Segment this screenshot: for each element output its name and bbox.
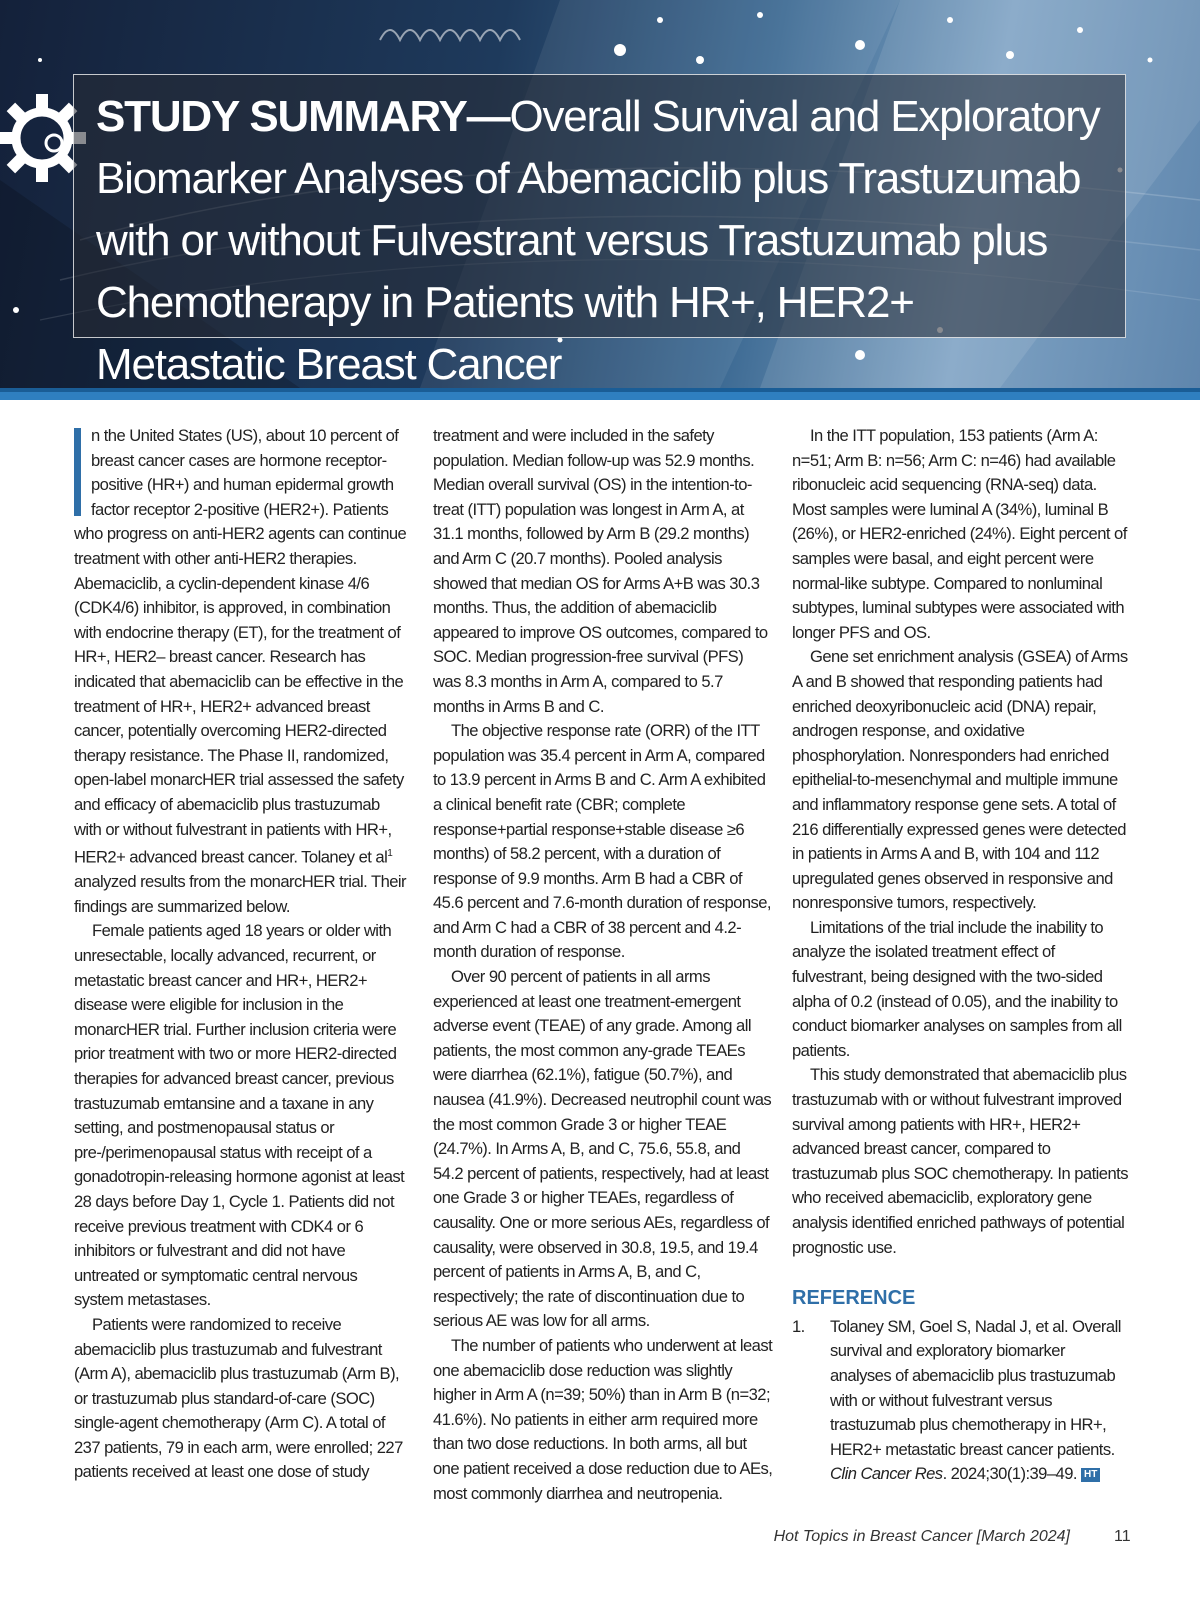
title-lead: STUDY SUMMARY— <box>96 92 510 141</box>
reference-number: 1. <box>792 1316 805 1336</box>
reference-heading: REFERENCE <box>792 1287 916 1310</box>
footer-publication: Hot Topics in Breast Cancer [March 2024] <box>773 1528 1070 1545</box>
article-column-1 <box>74 424 408 1485</box>
page-number: 11 <box>1114 1528 1131 1545</box>
paragraph: This study demonstrated that abemaciclib plus trastuzumab with or without fulvestrant improved survival among patients with HR+, HER2+ advanced breast cancer, compared to trastuzumab plus SOC chemotherapy. In patients who received abemaciclib, exploratory gene analysis identified enriched pathways of potential prognostic use. <box>792 1065 1128 1257</box>
intro-text-end: analyzed results from the monarcHER trial. Their findings are summarized below. <box>74 872 407 916</box>
citation-superscript: 1 <box>387 848 393 860</box>
paragraph: treatment and were included in the safety population. Median follow-up was 52.9 months. Median overall survival (OS) in the intention-to-treat (ITT) population was longest in Arm A, at 31.1 months, followed by Arm B (29.2 months) and Arm C (20.7 months). Pooled analysis showed that median OS for Arms A+B was 30.3 months. Thus, the addition of abemaciclib appeared to improve OS outcomes, compared to SOC. Median progression-free survival (PFS) was 8.3 months in Arm A, compared to 5.7 months in Arms B and C. <box>433 426 768 716</box>
reference-item <box>792 1315 1128 1487</box>
article-column-2 <box>433 424 773 1506</box>
article-column-3 <box>792 424 1128 1487</box>
reference-journal: Clin Cancer Res <box>830 1464 943 1484</box>
reference-citation: . 2024;30(1):39–49. <box>942 1464 1077 1484</box>
header-banner <box>0 0 1200 388</box>
reference-authors-title: Tolaney SM, Goel S, Nadal J, et al. Overall survival and exploratory biomarker analyses of abemaciclib plus trastuzumab with or without fulvestrant versus trastuzumab plus chemotherapy in HR+, HER2+ metastatic breast cancer patients. <box>830 1316 1121 1459</box>
paragraph: Over 90 percent of patients in all arms experienced at least one treatment-emergent adverse event (TEAE) of any grade. Among all patients, the most common any-grade TEAEs were diarrhea (62.1%), fatigue (50.7%), and nausea (41.9%). Decreased neutrophil count was the most common Grade 3 or higher TEAE (24.7%). In Arms A, B, and C, 75.6, 55.8, and 54.2 percent of patients, respectively, had at least one Grade 3 or higher TEAEs, regardless of causality. One or more serious AEs, regardless of causality, were observed in 30.8, 19.5, and 19.4 percent of patients in Arms A, B, and C, respectively; the rate of discontinuation due to serious AE was low for all arms. <box>433 967 772 1331</box>
ht-link-badge[interactable]: HT <box>1081 1468 1100 1482</box>
paragraph: In the ITT population, 153 patients (Arm A: n=51; Arm B: n=56; Arm C: n=46) had available ribonucleic acid sequencing (RNA-seq) data. Most samples were luminal A (34%), luminal B (26%), or HER2-enriched (24%). Eight percent of samples were basal, and eight percent were normal-like subtype. Compared to nonluminal subtypes, luminal subtypes were associated with longer PFS and OS. <box>792 426 1127 642</box>
paragraph: Limitations of the trial include the inability to analyze the isolated treatment effect of fulvestrant, being designed with the two-sided alpha of 0.2 (instead of 0.05), and the inability to conduct biomarker analyses on samples from all patients. <box>792 917 1122 1060</box>
paragraph: Patients were randomized to receive abemaciclib plus trastuzumab and fulvestrant (Arm A), abemaciclib plus trastuzumab (Arm B), or trastuzumab plus standard-of-care (SOC) single-agent chemotherapy (Arm C). A total of 237 patients, 79 in each arm, were enrolled; 227 patients received at least one dose of study <box>74 1314 403 1482</box>
page-title <box>96 86 1106 388</box>
paragraph: Gene set enrichment analysis (GSEA) of Arms A and B showed that responding patients had enriched deoxyribonucleic acid (DNA) repair, androgen response, and oxidative phosphorylation. Nonresponders had enriched epithelial-to-mesenchymal and multiple immune and inflammatory response gene sets. A total of 216 differentially expressed genes were detected in patients in Arms A and B, with 104 and 112 upregulated genes observed in responsive and nonresponsive tumors, respectively. <box>792 647 1128 913</box>
paragraph-intro <box>74 424 408 919</box>
paragraph: The number of patients who underwent at least one abemaciclib dose reduction was slightly higher in Arm A (n=39; 50%) than in Arm B (n=32; 41.6%). No patients in either arm required more than two dose reductions. In both arms, all but one patient received a dose reduction due to AEs, most commonly diarrhea and neutropenia. <box>433 1335 773 1503</box>
drop-cap-bar <box>74 428 81 516</box>
reference-text <box>830 1315 1128 1487</box>
banner-accent-stripe-dark <box>0 388 1200 392</box>
title-rest: Overall Survival and Exploratory Biomarker Analyses of Abemaciclib plus Trastuzumab with or without Fulvestrant versus Trastuzumab plus Chemotherapy in Patients with HR+, HER2+ Metastatic Breast Cancer <box>96 92 1100 388</box>
paragraph: The objective response rate (ORR) of the ITT population was 35.4 percent in Arm A, compared to 13.9 percent in Arms B and C. Arm A exhibited a clinical benefit rate (CBR; complete response+partial response+stable disease ≥6 months) of 58.2 percent, with a duration of response of 9.9 months. Arm B had a CBR of 45.6 percent and 7.6-month duration of response, and Arm C had a CBR of 38 percent and 4.2-month duration of response. <box>433 721 771 962</box>
paragraph: Female patients aged 18 years or older with unresectable, locally advanced, recurrent, or metastatic breast cancer and HR+, HER2+ disease were eligible for inclusion in the monarcHER trial. Further inclusion criteria were prior treatment with two or more HER2-directed therapies for advanced breast cancer, previous trastuzumab emtansine and a taxane in any setting, and postmenopausal status or pre-/perimenopausal status with receipt of a gonadotropin-releasing hormone agonist at least 28 days before Day 1, Cycle 1. Patients did not receive previous treatment with CDK4 or 6 inhibitors or fulvestrant and did not have untreated or symptomatic central nervous system metastases. <box>74 921 405 1310</box>
intro-text: n the United States (US), about 10 percent of breast cancer cases are hormone receptor-positive (HR+) and human epidermal growth factor receptor 2-positive (HER2+). Patients who progress on anti-HER2 agents can continue treatment with other anti-HER2 therapies. Abemaciclib, a cyclin-dependent kinase 4/6 (CDK4/6) inhibitor, is approved, in combination with endocrine therapy (ET), for the treatment of HR+, HER2– breast cancer. Research has indicated that abemaciclib can be effective in the treatment of HR+, HER2+ advanced breast cancer, potentially overcoming HER2-directed therapy resistance. The Phase II, randomized, open-label monarcHER trial assessed the safety and efficacy of abemaciclib plus trastuzumab with or without fulvestrant in patients with HR+, HER2+ advanced breast cancer. Tolaney et al <box>74 426 407 867</box>
